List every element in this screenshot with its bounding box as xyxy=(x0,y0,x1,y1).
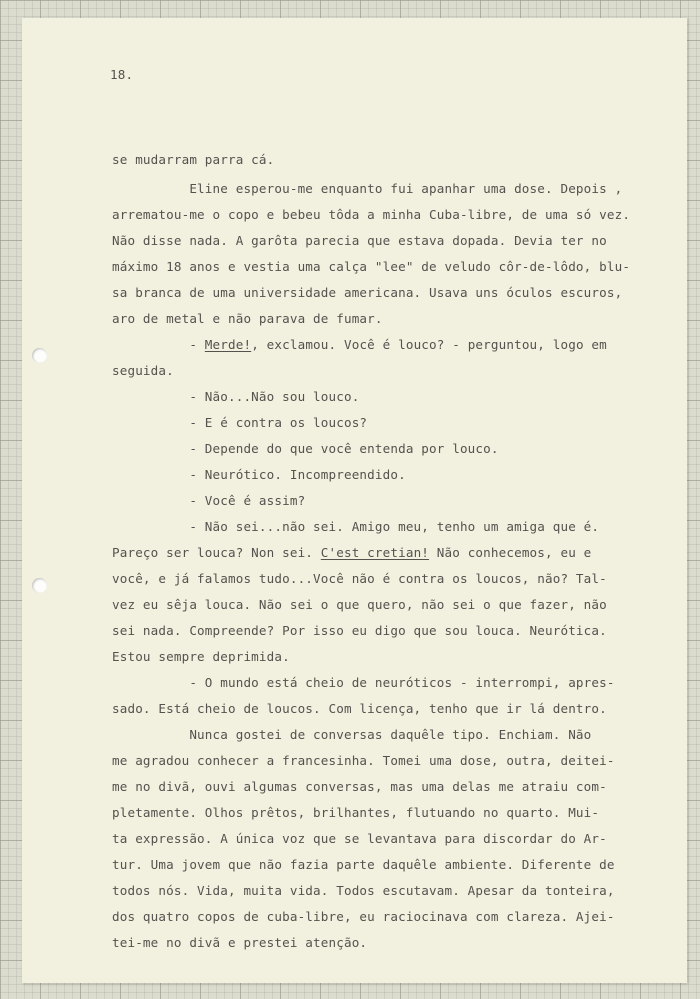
text-line-cretian xyxy=(112,545,591,560)
underlined-word: Merde! xyxy=(204,337,252,352)
text-line: dos quatro copos de cuba-libre, eu raciocinava com clareza. Ajei- xyxy=(112,909,615,924)
text-line: tei-me no divã e prestei atenção. xyxy=(112,935,368,950)
text-line: - Não...Não sou louco. xyxy=(112,389,360,404)
text-segment: Não conhecemos, eu e xyxy=(429,545,592,560)
text-line: Estou sempre deprimida. xyxy=(112,649,290,664)
underlined-phrase: C'est cretian! xyxy=(320,545,430,560)
text-line: - Não sei...não sei. Amigo meu, tenho um amiga que é. xyxy=(112,519,600,534)
punch-hole-bottom xyxy=(32,578,47,593)
text-line: você, e já falamos tudo...Você não é contra os loucos, não? Tal- xyxy=(112,571,607,586)
text-line: sa branca de uma universidade americana. Usava uns óculos escuros, xyxy=(112,285,623,300)
text-line: máximo 18 anos e vestia uma calça "lee" de veludo côr-de-lôdo, blu- xyxy=(112,259,631,274)
page-number: 18. xyxy=(110,67,134,82)
text-line: pletamente. Olhos prêtos, brilhantes, flutuando no quarto. Mui- xyxy=(112,805,600,820)
text-line: - Você é assim? xyxy=(112,493,306,508)
text-line: - Depende do que você entenda por louco. xyxy=(112,441,499,456)
text-line: Eline esperou-me enquanto fui apanhar uma dose. Depois , xyxy=(112,181,623,196)
text-line: - E é contra os loucos? xyxy=(112,415,368,430)
text-line: sado. Está cheio de loucos. Com licença, tenho que ir lá dentro. xyxy=(112,701,607,716)
text-line: arrematou-me o copo e bebeu tôda a minha Cuba-libre, de uma só vez. xyxy=(112,207,631,222)
text-line: seguida. xyxy=(112,363,174,378)
text-line-merde xyxy=(112,337,607,352)
text-segment: , exclamou. Você é louco? - perguntou, logo em xyxy=(251,337,607,352)
text-line: tur. Uma jovem que não fazia parte daquêle ambiente. Diferente de xyxy=(112,857,615,872)
text-line: vez eu sêja louca. Não sei o que quero, não sei o que fazer, não xyxy=(112,597,607,612)
text-line: Nunca gostei de conversas daquêle tipo. Enchiam. Não xyxy=(112,727,592,742)
text-line: me no divã, ouvi algumas conversas, mas uma delas me atraiu com- xyxy=(112,779,607,794)
text-line: se mudarram parra cá. xyxy=(112,152,275,167)
text-line: - O mundo está cheio de neuróticos - interrompi, apres- xyxy=(112,675,615,690)
text-line: ta expressão. A única voz que se levantava para discordar do Ar- xyxy=(112,831,607,846)
text-line: aro de metal e não parava de fumar. xyxy=(112,311,383,326)
text-segment: Pareço ser louca? Non sei. xyxy=(112,545,321,560)
text-line: me agradou conhecer a francesinha. Tomei uma dose, outra, deitei- xyxy=(112,753,615,768)
text-line: - Neurótico. Incompreendido. xyxy=(112,467,406,482)
text-segment: - xyxy=(112,337,205,352)
punch-hole-top xyxy=(32,348,47,363)
text-line: sei nada. Compreende? Por isso eu digo que sou louca. Neurótica. xyxy=(112,623,607,638)
text-line: todos nós. Vida, muita vida. Todos escutavam. Apesar da tonteira, xyxy=(112,883,615,898)
text-line: Não disse nada. A garôta parecia que estava dopada. Devia ter no xyxy=(112,233,607,248)
